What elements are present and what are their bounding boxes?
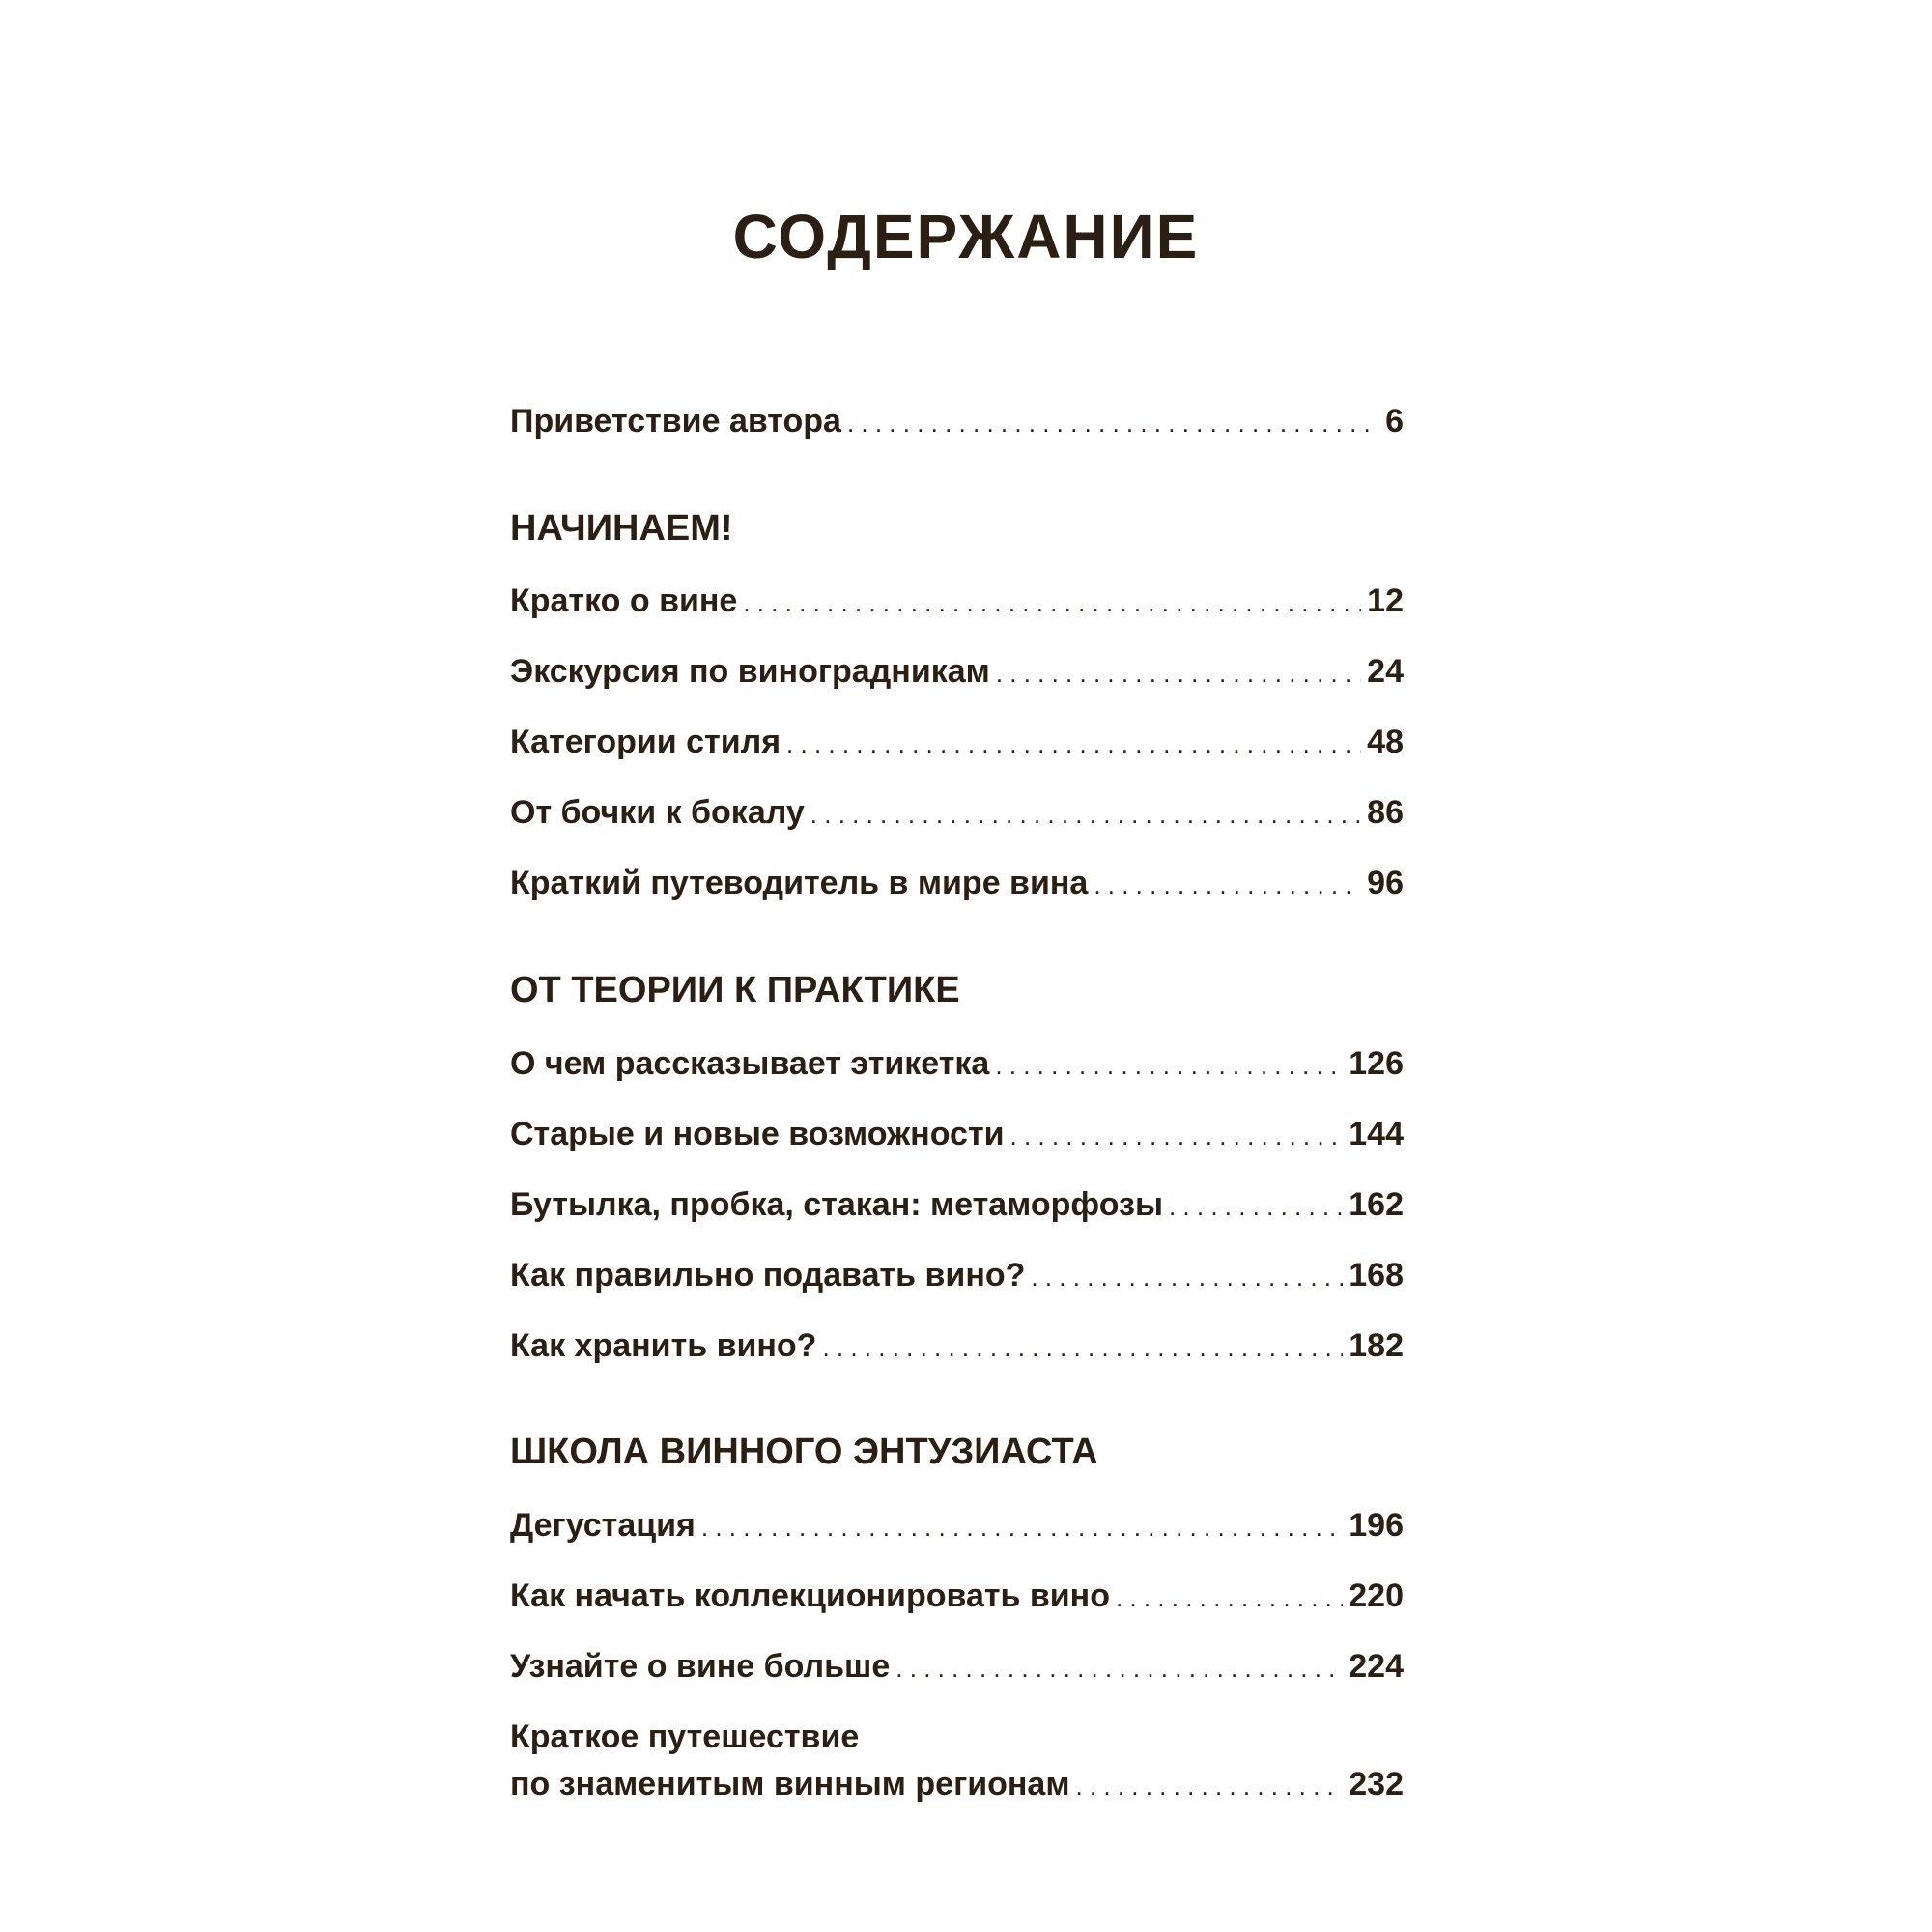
page-title: СОДЕРЖАНИЕ [732,202,1200,271]
toc-entry-title: От бочки к бокалу [510,794,805,831]
dot-leader [847,398,1379,446]
toc-entry-title: Категории стиля [510,724,781,760]
toc-entry[interactable] [510,1322,1404,1369]
toc-entry-title: О чем рассказывает этикетка [510,1045,990,1082]
toc-entry-title: Бутылка, пробка, стакан: метаморфозы [510,1186,1163,1223]
toc-entry-title: Дегустация [510,1507,696,1544]
toc-entry-page: 162 [1349,1186,1404,1223]
toc-entry-page: 196 [1349,1507,1404,1544]
toc-entry[interactable] [510,719,1404,765]
section-heading: ОТ ТЕОРИИ К ПРАКТИКЕ [510,970,960,1010]
toc-entry-title: Как хранить вино? [510,1327,817,1364]
toc-entry[interactable] [510,1111,1404,1157]
toc-entry[interactable] [510,1573,1404,1619]
toc-entry[interactable] [510,1761,1404,1807]
toc-entry-page: 232 [1349,1766,1404,1803]
toc-entry-page: 24 [1367,653,1404,690]
dot-leader [743,578,1361,626]
toc-entry-page: 86 [1367,794,1404,831]
dot-leader [822,1322,1343,1371]
toc-entry-title: Приветствие автора [510,403,841,440]
toc-entry[interactable] [510,1181,1404,1228]
dot-leader [1010,1111,1344,1159]
dot-leader [1116,1573,1343,1621]
dot-leader [786,719,1361,767]
toc-entry[interactable] [510,648,1404,695]
toc-entry[interactable] [510,1502,1404,1548]
toc-entry-title: Кратко о вине [510,582,738,619]
toc-entry-title: Краткий путеводитель в мире вина [510,865,1089,901]
toc-entry-page: 168 [1349,1257,1404,1293]
dot-leader [996,648,1361,696]
toc-entry-title: Экскурсия по виноградникам [510,653,990,690]
dot-leader [1076,1761,1344,1809]
dot-leader [810,789,1361,838]
toc-entry-page: 220 [1349,1577,1404,1614]
toc-entry-page: 96 [1367,865,1404,901]
toc-entry[interactable] [510,398,1404,444]
toc-entry-title: по знаменитым винным регионам [510,1766,1070,1803]
dot-leader [995,1040,1343,1089]
toc-entry-page: 126 [1349,1045,1404,1082]
dot-leader [1094,860,1361,908]
toc-entry-title: Узнайте о вине больше [510,1648,891,1685]
section-heading: НАЧИНАЕМ! [510,508,733,549]
toc-entry-page: 224 [1349,1648,1404,1685]
toc-entry-page: 144 [1349,1116,1404,1152]
toc-entry[interactable] [510,578,1404,624]
dot-leader [895,1643,1343,1691]
toc-entry-title: Как начать коллекционировать вино [510,1577,1110,1614]
toc-entry[interactable] [510,1643,1404,1690]
toc-entry[interactable] [510,789,1404,836]
toc-entry-page: 48 [1367,724,1404,760]
toc-entry-page: 182 [1349,1327,1404,1364]
toc-entry[interactable] [510,1040,1404,1087]
dot-leader [1169,1181,1343,1230]
toc-entry[interactable] [510,1252,1404,1298]
toc-entry-page: 6 [1385,403,1404,440]
toc-entry[interactable] [510,860,1404,906]
toc-entry-page: 12 [1367,582,1404,619]
toc-entry-title: Старые и новые возможности [510,1116,1005,1152]
dot-leader [1031,1252,1343,1300]
dot-leader [701,1502,1343,1550]
section-heading: ШКОЛА ВИННОГО ЭНТУЗИАСТА [510,1432,1098,1472]
toc-entry-title: Как правильно подавать вино? [510,1257,1026,1293]
toc-entry-title-line1: Краткое путешествие [510,1719,860,1755]
